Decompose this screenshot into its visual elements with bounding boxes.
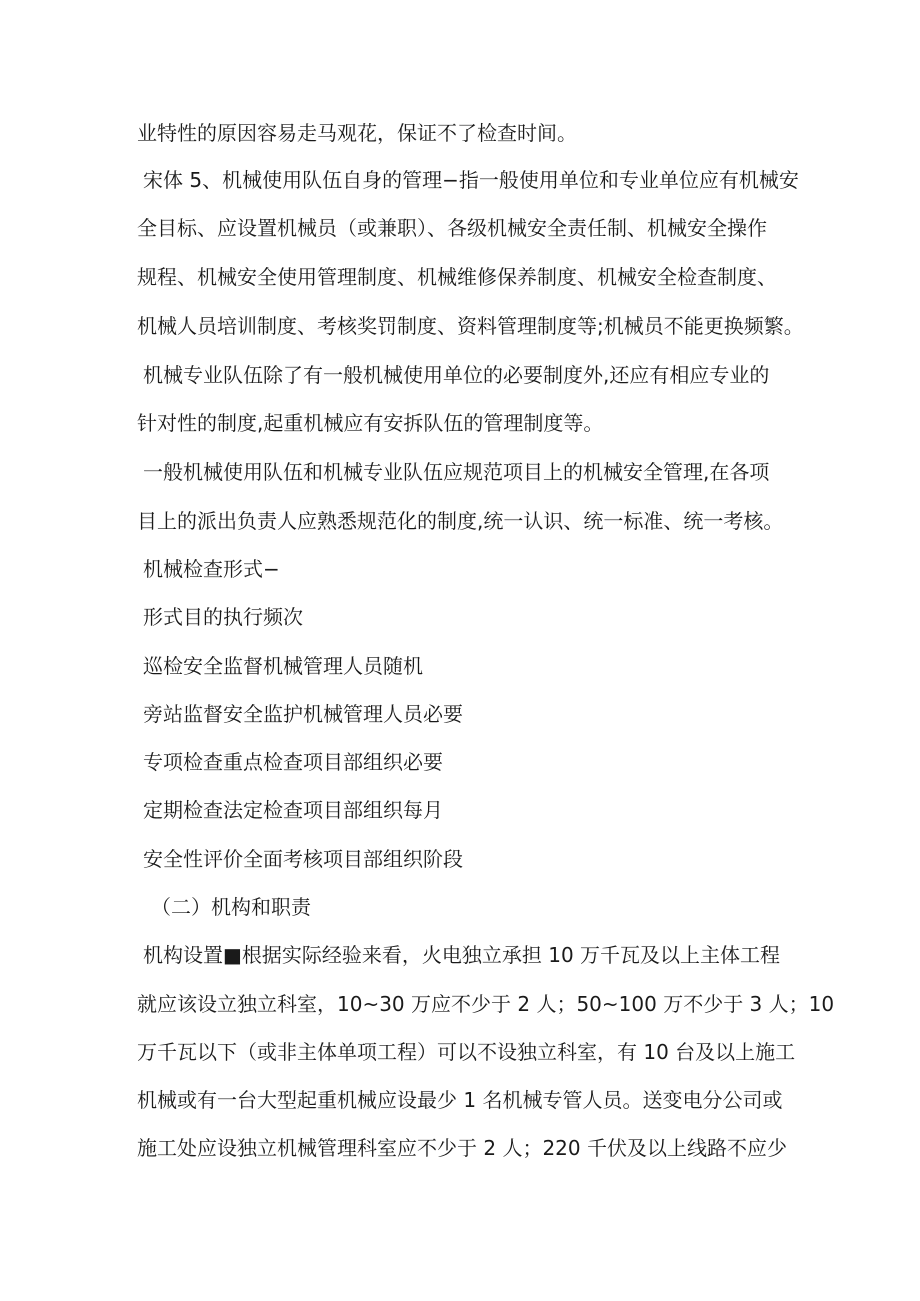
body-text-line: 施工处应设独立机械管理科室应不少于 2 人；220 千伏及以上线路不应少 — [137, 1136, 787, 1160]
body-text-line: 机械人员培训制度、考核奖罚制度、资料管理制度等;机械员不能更换频繁。 — [137, 314, 804, 338]
body-text-line: 一般机械使用队伍和机械专业队伍应规范项目上的机械安全管理,在各项 — [143, 460, 770, 484]
body-text-line: 专项检查重点检查项目部组织必要 — [143, 750, 443, 774]
body-text-line: 规程、机械安全使用管理制度、机械维修保养制度、机械安全检查制度、 — [137, 265, 777, 289]
body-text-line: 旁站监督安全监护机械管理人员必要 — [143, 702, 463, 726]
body-text-line: 形式目的执行频次 — [143, 605, 303, 629]
body-text-line: 业特性的原因容易走马观花，保证不了检查时间。 — [137, 121, 577, 145]
body-text-line: 机构设置■根据实际经验来看，火电独立承担 10 万千瓦及以上主体工程 — [143, 943, 781, 967]
body-text-line: 定期检查法定检查项目部组织每月 — [143, 798, 443, 822]
body-text-line: 机械或有一台大型起重机械应设最少 1 名机械专管人员。送变电分公司或 — [137, 1088, 783, 1112]
body-text-line: 目上的派出负责人应熟悉规范化的制度,统一认识、统一标准、统一考核。 — [137, 509, 784, 533]
section-heading: （二）机构和职责 — [151, 895, 311, 919]
body-text-line: 万千瓦以下（或非主体单项工程）可以不设独立科室，有 10 台及以上施工 — [137, 1040, 796, 1064]
body-text-line: 机械检查形式− — [143, 557, 280, 581]
body-text-line: 机械专业队伍除了有一般机械使用单位的必要制度外,还应有相应专业的 — [143, 363, 770, 387]
body-text-line: 宋体 5、机械使用队伍自身的管理−指一般使用单位和专业单位应有机械安 — [143, 168, 799, 192]
body-text-line: 全目标、应设置机械员（或兼职）、各级机械安全责任制、机械安全操作 — [137, 216, 767, 240]
body-text-line: 安全性评价全面考核项目部组织阶段 — [143, 847, 463, 871]
body-text-line: 巡检安全监督机械管理人员随机 — [143, 654, 423, 678]
body-text-line: 针对性的制度,起重机械应有安拆队伍的管理制度等。 — [137, 411, 604, 435]
body-text-line: 就应该设立独立科室，10~30 万应不少于 2 人；50~100 万不少于 3 人；10 — [137, 992, 835, 1016]
